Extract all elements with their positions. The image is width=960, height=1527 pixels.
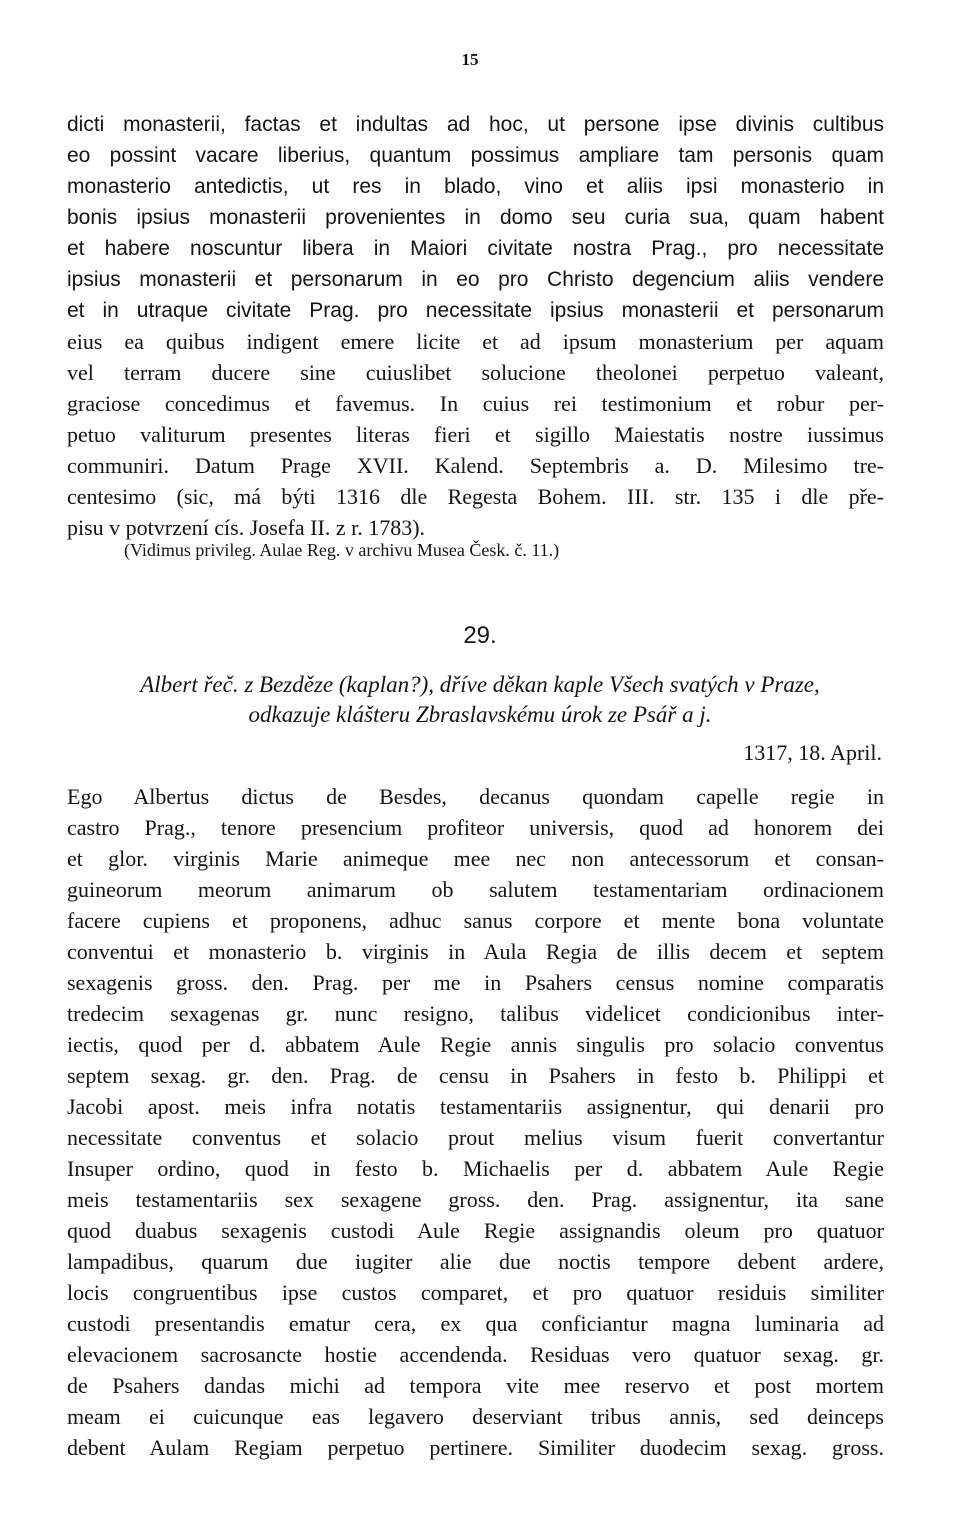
- text-line: et in utraque civitate Prag. pro necessitate ipsius monasterii et personarum: [67, 299, 884, 322]
- text-line: vel terram ducere sine cuiuslibet solucione theolonei perpetuo valeant,: [67, 360, 884, 385]
- text-line: meis testamentariis sex sexagene gross. den. Prag. assignentur, ita sane: [67, 1187, 884, 1212]
- text-line: septem sexag. gr. den. Prag. de censu in Psahers in festo b. Philippi et: [67, 1063, 884, 1088]
- text-line: custodi presentandis ematur cera, ex qua conficiantur magna luminaria ad: [67, 1311, 884, 1336]
- text-line: quod duabus sexagenis custodi Aule Regie assignandis oleum pro quatuor: [67, 1218, 884, 1243]
- text-line: bonis ipsius monasterii provenientes in domo seu curia sua, quam habent: [67, 206, 884, 229]
- text-line: guineorum meorum animarum ob salutem testamentariam ordinacionem: [67, 877, 884, 902]
- text-line: elevacionem sacrosancte hostie accendenda. Residuas vero quatuor sexag. gr.: [67, 1342, 884, 1367]
- text-line: et habere noscuntur libera in Maiori civitate nostra Prag., pro necessitate: [67, 237, 884, 260]
- text-line: necessitate conventus et solacio prout melius visum fuerit convertantur: [67, 1125, 884, 1150]
- text-line: iectis, quod per d. abbatem Aule Regie annis singulis pro solacio conventus: [67, 1032, 884, 1057]
- text-line: monasterio antedictis, ut res in blado, vino et aliis ipsi monasterio in: [67, 175, 884, 198]
- text-line: pisu v potvrzení cís. Josefa II. z r. 1783).: [67, 515, 426, 540]
- text-line: locis congruentibus ipse custos comparet, et pro quatuor residuis similiter: [67, 1280, 884, 1305]
- text-line: graciose concedimus et favemus. In cuius rei testimonium et robur per-: [67, 391, 884, 416]
- text-line: tredecim sexagenas gr. nunc resigno, talibus videlicet condicionibus inter-: [67, 1001, 884, 1026]
- text-line: dicti monasterii, factas et indultas ad hoc, ut persone ipse divinis cultibus: [67, 113, 884, 136]
- text-line: et glor. virginis Marie animeque mee nec non antecessorum et consan-: [67, 846, 884, 871]
- text-line: sexagenis gross. den. Prag. per me in Psahers census nomine comparatis: [67, 970, 884, 995]
- archive-citation: (Vidimus privileg. Aulae Reg. v archivu Musea Česk. č. 11.): [124, 540, 560, 560]
- text-line: castro Prag., tenore presencium profiteor universis, quod ad honorem dei: [67, 815, 884, 840]
- document-date: 1317, 18. April.: [743, 740, 882, 765]
- text-line: debent Aulam Regiam perpetuo pertinere. Similiter duodecim sexag. gross.: [67, 1435, 884, 1460]
- text-line: Ego Albertus dictus de Besdes, decanus quondam capelle regie in: [67, 784, 884, 809]
- document-number: 29.: [463, 622, 497, 649]
- page-number: 15: [461, 50, 479, 69]
- text-line: centesimo (sic, má býti 1316 dle Regesta Bohem. III. str. 135 i dle pře-: [67, 484, 884, 509]
- text-line: de Psahers dandas michi ad tempora vite mee reservo et post mortem: [67, 1373, 884, 1398]
- text-line: petuo valiturum presentes literas fieri et sigillo Maiestatis nostre iussimus: [67, 422, 884, 447]
- text-line: eo possint vacare liberius, quantum possimus ampliare tam personis quam: [67, 144, 884, 167]
- heading-line: Albert řeč. z Bezděze (kaplan?), dříve děkan kaple Všech svatých v Praze,: [140, 672, 820, 697]
- text-line: facere cupiens et proponens, adhuc sanus corpore et mente bona voluntate: [67, 908, 884, 933]
- text-line: lampadibus, quarum due iugiter alie due noctis tempore debent ardere,: [67, 1249, 884, 1274]
- text-line: ipsius monasterii et personarum in eo pro Christo degencium aliis vendere: [67, 268, 884, 291]
- text-line: eius ea quibus indigent emere licite et ad ipsum monasterium per aquam: [67, 329, 884, 354]
- text-line: conventui et monasterio b. virginis in Aula Regia de illis decem et septem: [67, 939, 884, 964]
- text-line: communiri. Datum Prage XVII. Kalend. Septembris a. D. Milesimo tre-: [67, 453, 884, 478]
- text-line: Jacobi apost. meis infra notatis testamentariis assignentur, qui denarii pro: [67, 1094, 884, 1119]
- heading-line: odkazuje klášteru Zbraslavskému úrok ze Psář a j.: [248, 702, 712, 727]
- text-line: meam ei cuicunque eas legavero deserviant tribus annis, sed deinceps: [67, 1404, 884, 1429]
- text-line: Insuper ordino, quod in festo b. Michaelis per d. abbatem Aule Regie: [67, 1156, 884, 1181]
